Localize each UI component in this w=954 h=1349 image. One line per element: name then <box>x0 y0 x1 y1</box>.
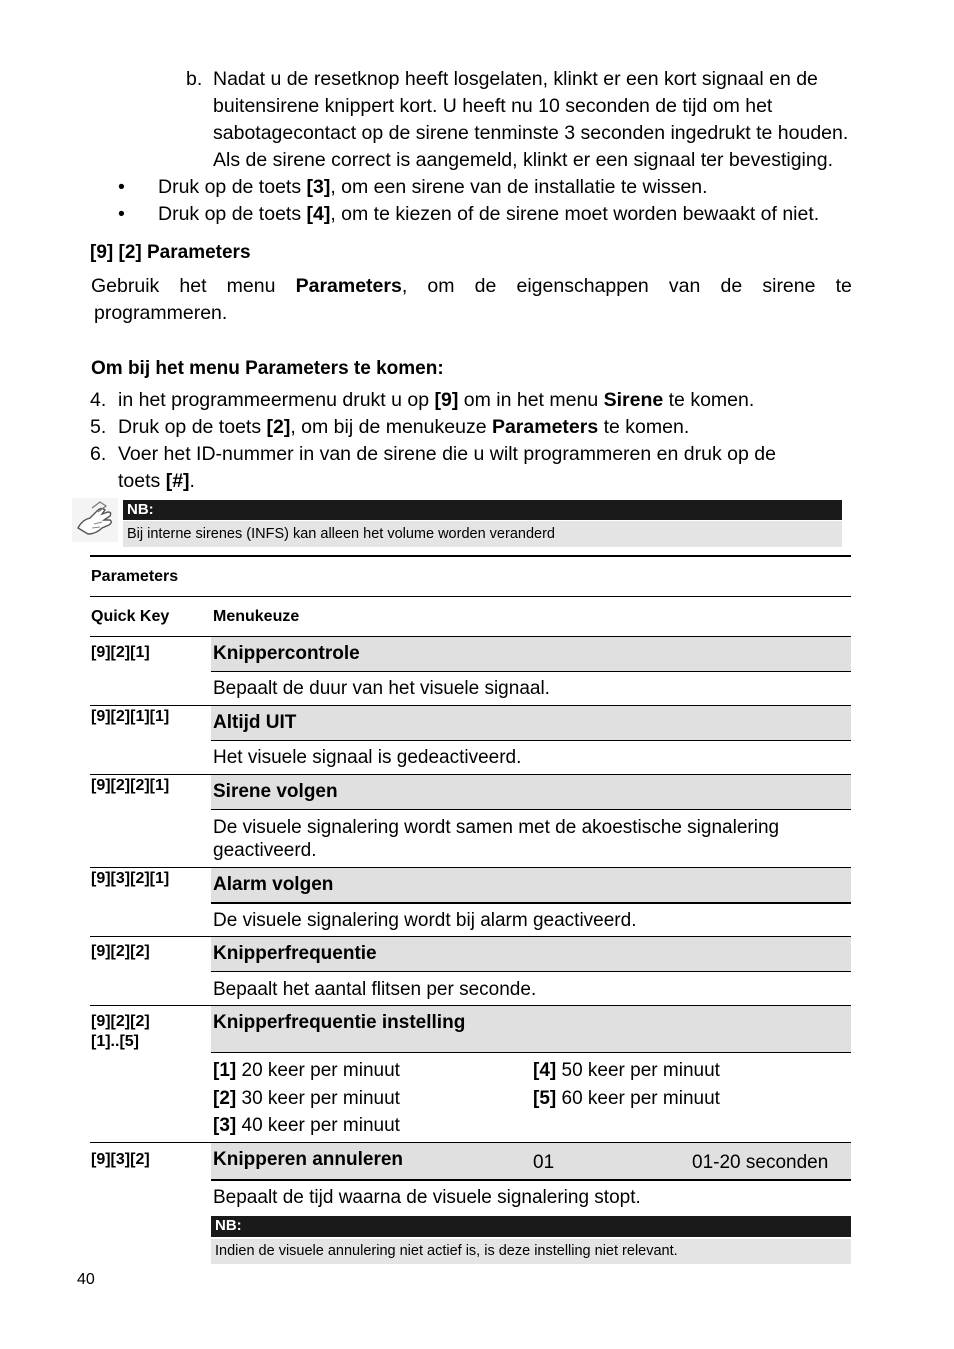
row-rule <box>211 740 851 741</box>
row-title: Knipperen annuleren <box>213 1149 404 1170</box>
sub-item-marker: b. <box>186 68 203 90</box>
row-rule <box>211 1179 851 1181</box>
row-title: Knipperfrequentie <box>213 943 377 964</box>
sub-item-line-3: sabotagecontact op de sirene tenminste 3 seconden ingedrukt te houden. <box>213 122 849 144</box>
value-range: 01-20 seconden <box>692 1152 829 1173</box>
default-value: 01 <box>533 1152 555 1173</box>
page-number: 40 <box>77 1271 95 1288</box>
option-item: [2] 30 keer per minuut <box>213 1088 400 1109</box>
step-number: 4. <box>90 389 107 411</box>
quick-key-continued: [1]..[5] <box>91 1033 139 1050</box>
step-text: in het programmeermenu drukt u op [9] om in het menu Sirene te komen. <box>118 389 755 411</box>
row-description-continued: geactiveerd. <box>213 840 317 861</box>
quick-key: [9][2][1][1] <box>91 708 170 725</box>
note-label: NB: <box>211 1216 851 1237</box>
row-description: Bepaalt de tijd waarna de visuele signalering stopt. <box>213 1187 641 1208</box>
row-title: Knipperfrequentie instelling <box>213 1012 466 1033</box>
row-title: Knippercontrole <box>213 643 360 664</box>
option-item: [3] 40 keer per minuut <box>213 1115 400 1136</box>
sub-item-line-4: Als de sirene correct is aangemeld, klinkt er een signaal ter bevestiging. <box>213 149 833 171</box>
quick-key: [9][3][2] <box>91 1151 150 1168</box>
bullet-dot: • <box>118 176 125 198</box>
row-description: Bepaalt de duur van het visuele signaal. <box>213 678 550 699</box>
row-rule <box>211 1052 851 1053</box>
row-title: Altijd UIT <box>213 712 297 733</box>
quick-key: [9][2][2][1] <box>91 777 170 794</box>
note-text: Indien de visuele annulering niet actief is, is deze instelling niet relevant. <box>211 1239 851 1264</box>
bullet-item: Druk op de toets [3], om een sirene van de installatie te wissen. <box>158 176 708 198</box>
row-title: Alarm volgen <box>213 874 334 895</box>
quick-key: [9][3][2][1] <box>91 870 170 887</box>
bullet-dot: • <box>118 203 125 225</box>
step-text: Voer het ID-nummer in van de sirene die u wilt programmeren en druk op de <box>118 443 776 465</box>
step-number: 6. <box>90 443 107 465</box>
bullet-item: Druk op de toets [4], om te kiezen of de sirene moet worden bewaakt of niet. <box>158 203 820 225</box>
row-title: Sirene volgen <box>213 781 338 802</box>
column-header-menu: Menukeuze <box>213 608 300 625</box>
note-hand-icon <box>72 498 118 542</box>
option-item: [5] 60 keer per minuut <box>533 1088 720 1109</box>
column-header-quick-key: Quick Key <box>91 608 170 625</box>
row-rule <box>211 671 851 672</box>
intro-paragraph-line-2: programmeren. <box>94 302 228 324</box>
quick-key: [9][2][2] <box>91 1013 150 1030</box>
option-item: [4] 50 keer per minuut <box>533 1060 720 1081</box>
note-text: Bij interne sirenes (INFS) kan alleen het volume worden veranderd <box>123 521 842 547</box>
steps-heading: Om bij het menu Parameters te komen: <box>91 358 444 379</box>
row-rule <box>211 971 851 972</box>
note-label: NB: <box>123 500 842 520</box>
table-top-rule <box>90 555 851 557</box>
row-description: Het visuele signaal is gedeactiveerd. <box>213 747 522 768</box>
quick-key: [9][2][2] <box>91 943 150 960</box>
sub-item-line-1: Nadat u de resetknop heeft losgelaten, klinkt er een kort signaal en de <box>213 68 818 90</box>
option-item: [1] 20 keer per minuut <box>213 1060 400 1081</box>
table-rule <box>90 596 851 597</box>
step-number: 5. <box>90 416 107 438</box>
intro-paragraph-line-1: Gebruik het menu Parameters, om de eigenschappen van de sirene te <box>91 275 852 297</box>
step-text-continued: toets [#]. <box>118 470 195 492</box>
quick-key: [9][2][1] <box>91 644 150 661</box>
sub-item-line-2: buitensirene knippert kort. U heeft nu 10 seconden de tijd om het <box>213 95 773 117</box>
row-rule <box>211 809 851 810</box>
row-description: De visuele signalering wordt bij alarm geactiveerd. <box>213 910 637 931</box>
row-title-band <box>211 706 851 740</box>
section-heading: [9] [2] Parameters <box>90 242 251 263</box>
row-description: Bepaalt het aantal flitsen per seconde. <box>213 979 537 1000</box>
row-rule <box>211 902 851 904</box>
step-text: Druk op de toets [2], om bij de menukeuze Parameters te komen. <box>118 416 690 438</box>
table-caption: Parameters <box>91 568 179 585</box>
row-description: De visuele signalering wordt samen met de akoestische signalering <box>213 817 780 838</box>
